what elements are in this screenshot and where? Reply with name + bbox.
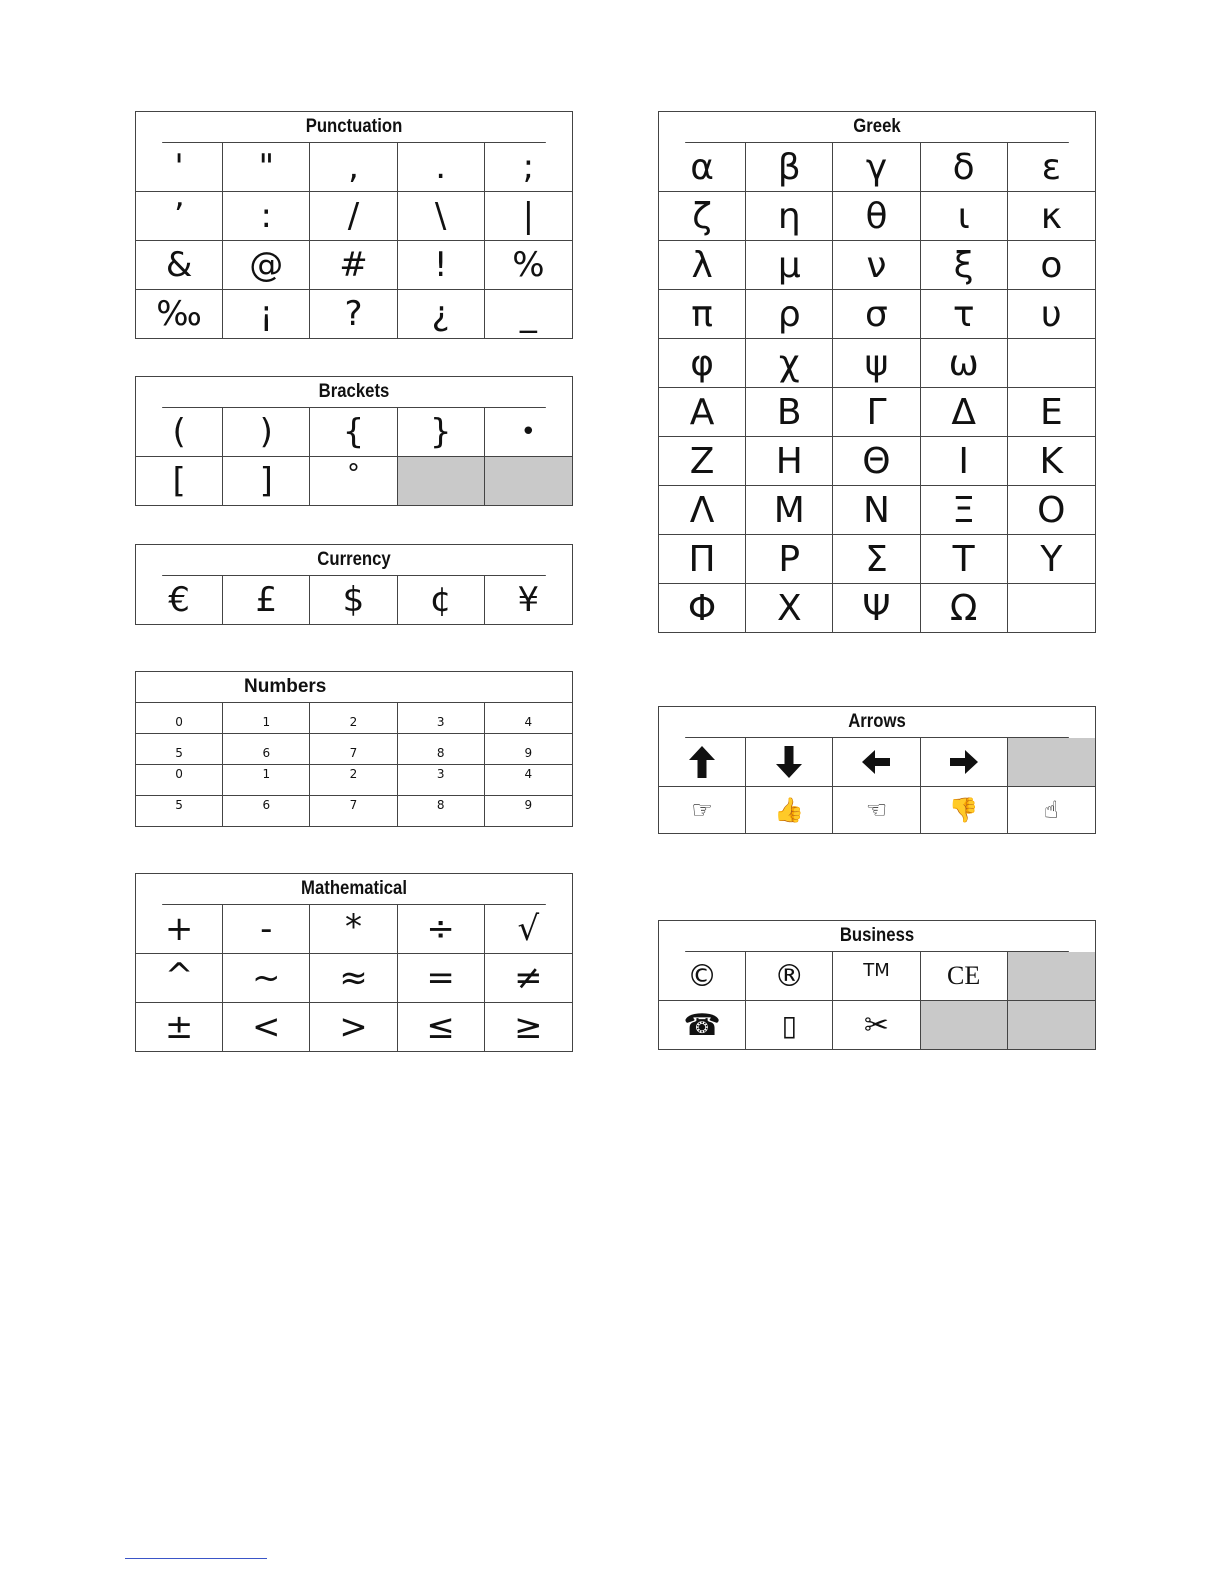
- thumbs-down-icon: 👎: [921, 787, 1008, 833]
- table-cell: Σ: [833, 535, 920, 583]
- table-cell: °: [310, 457, 397, 505]
- table-cell: ω: [921, 339, 1008, 387]
- table-cell: 6: [223, 796, 310, 826]
- table-cell: Η: [746, 437, 833, 485]
- table-cell: \: [398, 192, 485, 240]
- table-cell: [1008, 952, 1095, 1000]
- table-row: [136, 457, 572, 506]
- table-cell: 0: [136, 765, 223, 795]
- table-row: [659, 535, 1095, 584]
- table-cell: /: [310, 192, 397, 240]
- thumbs-up-icon: 👍: [746, 787, 833, 833]
- table-cell: ': [136, 143, 223, 191]
- table-cell: Φ: [659, 584, 746, 632]
- table-cell: [921, 1001, 1008, 1049]
- table-cell: 5: [136, 734, 223, 764]
- table-title: Numbers: [136, 672, 572, 703]
- table-cell: ξ: [921, 241, 1008, 289]
- table-cell: 4: [524, 767, 533, 781]
- table-cell: ¥: [517, 580, 540, 620]
- table-cell: Κ: [1039, 440, 1064, 482]
- table-cell: 9: [524, 746, 533, 760]
- table-cell: -: [223, 905, 310, 953]
- hand-pointing-right-icon: ☞: [659, 787, 746, 833]
- table-cell: γ: [833, 143, 920, 191]
- table-cell: Χ: [746, 584, 833, 632]
- table-cell: ≥: [514, 1007, 543, 1047]
- table-cell: 8: [398, 796, 485, 826]
- table-cell: Ρ: [746, 535, 833, 583]
- table-cell: .: [398, 143, 485, 191]
- table-cell: Ξ: [921, 486, 1008, 534]
- table-cell: [485, 457, 572, 505]
- table-cell: Δ: [921, 388, 1008, 436]
- table-cell: 2: [310, 765, 397, 795]
- table-row: [659, 192, 1095, 241]
- table-cell: Π: [659, 535, 746, 583]
- table-cell: Ψ: [833, 584, 920, 632]
- table-row: [659, 787, 1095, 834]
- arrow-up-icon: [659, 738, 746, 786]
- table-cell: Υ: [1040, 538, 1063, 580]
- table-cell: $: [310, 576, 397, 624]
- table-cell: ν: [833, 241, 920, 289]
- table-cell: θ: [833, 192, 920, 240]
- table-cell: ο: [1040, 244, 1063, 286]
- table-cell: ζ: [659, 192, 746, 240]
- table-cell: ]: [223, 457, 310, 505]
- registered-symbol: ®: [746, 952, 833, 1000]
- table-cell: ‰: [136, 290, 223, 338]
- table-cell: [1008, 738, 1095, 786]
- footnote-divider: [125, 1558, 267, 1559]
- table-row: [136, 408, 572, 457]
- table-cell: λ: [659, 241, 746, 289]
- table-cell: ψ: [833, 339, 920, 387]
- numbers-table: [135, 671, 573, 827]
- table-row: [659, 290, 1095, 339]
- table-cell: 3: [398, 703, 485, 733]
- arrow-right-icon: [921, 738, 1008, 786]
- table-cell: ?: [310, 290, 397, 338]
- table-cell: ≤: [398, 1003, 485, 1051]
- table-cell: 2: [310, 703, 397, 733]
- table-cell: +: [136, 905, 223, 953]
- table-title: Arrows: [685, 707, 1069, 738]
- table-row: [136, 905, 572, 954]
- table-cell: :: [223, 192, 310, 240]
- table-cell: α: [659, 143, 746, 191]
- table-title: Mathematical: [162, 874, 546, 905]
- table-cell: σ: [833, 290, 920, 338]
- table-row: [136, 796, 572, 827]
- table-cell: 1: [223, 765, 310, 795]
- table-cell: =: [398, 954, 485, 1002]
- table-row: [136, 143, 572, 192]
- table-cell: 9: [524, 798, 533, 812]
- table-cell: ;: [522, 147, 535, 187]
- table-cell: √: [517, 909, 540, 949]
- table-cell: ¡: [223, 290, 310, 338]
- table-cell: ÷: [398, 905, 485, 953]
- mathematical-table: [135, 873, 573, 1052]
- table-row: [136, 290, 572, 339]
- table-cell: χ: [746, 339, 833, 387]
- table-cell: ): [223, 408, 310, 456]
- table-cell: ¿: [398, 290, 485, 338]
- table-cell: φ: [659, 339, 746, 387]
- table-cell: υ: [1040, 293, 1062, 335]
- table-cell: Θ: [833, 437, 920, 485]
- table-cell: Ι: [921, 437, 1008, 485]
- table-cell: }: [398, 408, 485, 456]
- table-cell: Ζ: [659, 437, 746, 485]
- table-row: [136, 1003, 572, 1052]
- table-cell: 4: [524, 715, 533, 729]
- table-cell: Α: [659, 388, 746, 436]
- table-cell: ±: [136, 1003, 223, 1051]
- table-cell: ≈: [310, 954, 397, 1002]
- table-cell: ^: [136, 954, 223, 1002]
- table-cell: [1008, 1001, 1095, 1049]
- table-cell: %: [512, 245, 545, 285]
- table-cell: 1: [223, 703, 310, 733]
- table-cell: μ: [746, 241, 833, 289]
- greek-table: [658, 111, 1096, 633]
- table-cell: 7: [310, 796, 397, 826]
- table-row: [659, 437, 1095, 486]
- table-cell: {: [310, 408, 397, 456]
- mobile-phone-icon: ▯: [746, 1001, 833, 1049]
- table-cell: [: [136, 457, 223, 505]
- table-cell: ε: [1041, 146, 1062, 188]
- copyright-symbol: ©: [659, 952, 746, 1000]
- ce-mark: CE: [921, 952, 1008, 1000]
- table-cell: ¢: [398, 576, 485, 624]
- table-cell: [1008, 584, 1095, 632]
- table-row: [659, 738, 1095, 787]
- table-cell: _: [519, 294, 537, 334]
- punctuation-table: [135, 111, 573, 339]
- table-row: [136, 576, 572, 625]
- telephone-icon: ☎: [659, 1001, 746, 1049]
- trademark-symbol: TM: [833, 952, 920, 1000]
- table-cell: Γ: [833, 388, 920, 436]
- table-cell: |: [522, 196, 535, 236]
- table-cell: η: [746, 192, 833, 240]
- table-row: [136, 734, 572, 765]
- table-cell: κ: [1040, 195, 1062, 237]
- table-cell: τ: [921, 290, 1008, 338]
- table-row: [659, 584, 1095, 633]
- table-row: [659, 952, 1095, 1001]
- table-cell: >: [310, 1003, 397, 1051]
- table-cell: Λ: [659, 486, 746, 534]
- arrows-table: [658, 706, 1096, 834]
- table-cell: *: [310, 905, 397, 953]
- table-cell: β: [746, 143, 833, 191]
- table-row: [136, 703, 572, 734]
- table-cell: 6: [223, 734, 310, 764]
- table-cell: €: [136, 576, 223, 624]
- table-title: Currency: [162, 545, 546, 576]
- table-cell: [398, 457, 485, 505]
- table-cell: Ω: [921, 584, 1008, 632]
- business-table: [658, 920, 1096, 1050]
- table-row: [136, 765, 572, 796]
- arrow-left-icon: [833, 738, 920, 786]
- table-row: [659, 143, 1095, 192]
- hand-pointing-left-icon: ☜: [833, 787, 920, 833]
- brackets-table: [135, 376, 573, 506]
- table-row: [136, 241, 572, 290]
- table-cell: [1008, 339, 1095, 387]
- table-cell: <: [223, 1003, 310, 1051]
- table-title: Punctuation: [162, 112, 546, 143]
- table-title: Business: [685, 921, 1069, 952]
- currency-table: [135, 544, 573, 625]
- table-cell: 0: [136, 703, 223, 733]
- table-row: [659, 339, 1095, 388]
- table-cell: ρ: [746, 290, 833, 338]
- table-cell: •: [520, 417, 537, 447]
- table-cell: ,: [310, 143, 397, 191]
- table-cell: δ: [921, 143, 1008, 191]
- table-cell: Ε: [1039, 391, 1063, 433]
- table-cell: &: [136, 241, 223, 289]
- table-cell: 8: [398, 734, 485, 764]
- table-cell: ": [223, 143, 310, 191]
- table-row: [659, 486, 1095, 535]
- table-cell: Ο: [1037, 489, 1066, 531]
- table-title: Brackets: [162, 377, 546, 408]
- table-cell: ’: [136, 192, 223, 240]
- table-cell: Τ: [921, 535, 1008, 583]
- table-cell: !: [398, 241, 485, 289]
- table-row: [659, 1001, 1095, 1050]
- table-cell: £: [223, 576, 310, 624]
- table-cell: #: [310, 241, 397, 289]
- scissors-icon: ✂: [833, 1001, 920, 1049]
- table-cell: ≠: [514, 958, 543, 998]
- table-cell: Μ: [746, 486, 833, 534]
- hand-pointing-up-icon: ☝: [1044, 796, 1059, 824]
- table-cell: ι: [921, 192, 1008, 240]
- table-cell: ~: [223, 954, 310, 1002]
- table-cell: Β: [746, 388, 833, 436]
- table-row: [136, 954, 572, 1003]
- table-row: [136, 192, 572, 241]
- table-cell: 5: [136, 796, 223, 826]
- table-cell: (: [136, 408, 223, 456]
- table-cell: 7: [310, 734, 397, 764]
- table-cell: Ν: [833, 486, 920, 534]
- arrow-down-icon: [746, 738, 833, 786]
- table-title: Greek: [685, 112, 1069, 143]
- table-cell: π: [659, 290, 746, 338]
- table-row: [659, 241, 1095, 290]
- table-row: [659, 388, 1095, 437]
- table-cell: @: [223, 241, 310, 289]
- table-cell: 3: [398, 765, 485, 795]
